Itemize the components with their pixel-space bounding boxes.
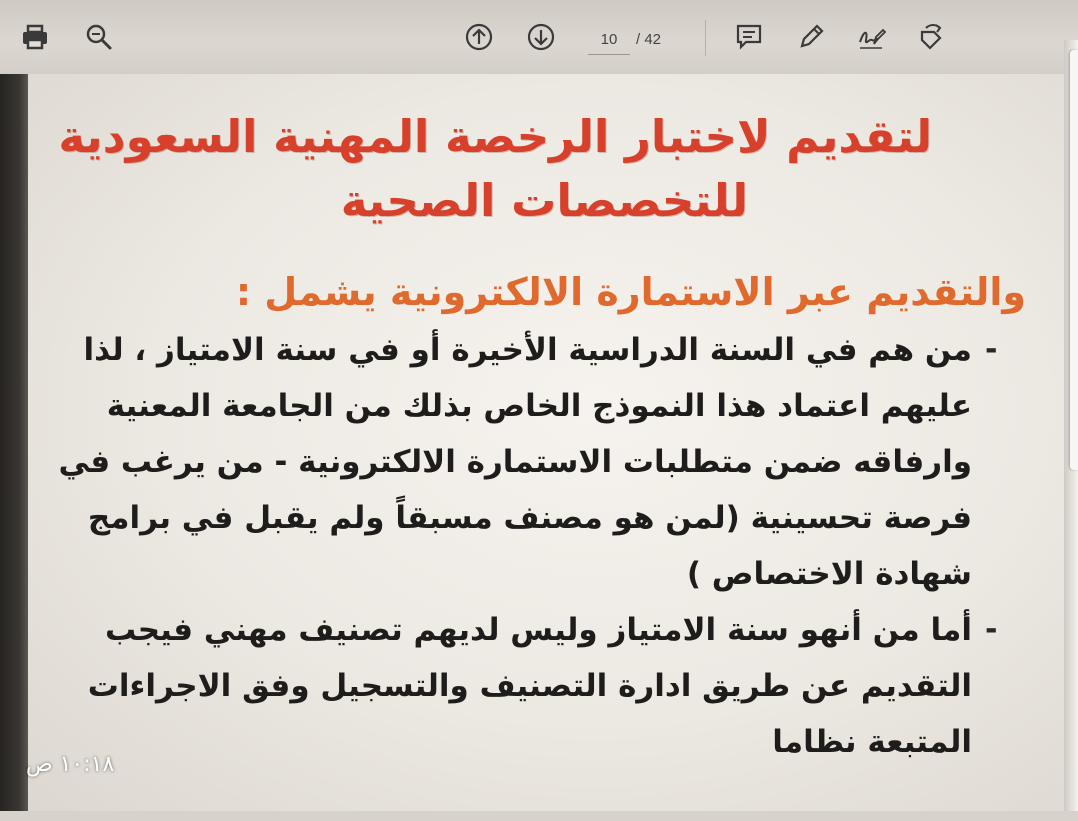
search-button[interactable]	[82, 20, 116, 54]
next-page-button[interactable]	[524, 20, 558, 54]
item-1-line-1: من هم في السنة الدراسية الأخيرة أو في سنة الامتياز ، لذا	[83, 332, 972, 368]
current-page-input[interactable]: 10	[588, 26, 630, 55]
item-2-line-1: أما من أنهو سنة الامتياز وليس لديهم تصنيف مهني فيجب	[104, 612, 972, 648]
pdf-page	[28, 74, 1064, 811]
pen-icon	[796, 22, 826, 52]
pdf-toolbar	[0, 0, 1078, 75]
screen-bezel-shadow	[0, 74, 28, 821]
item-1-line-2: عليهم اعتماد هذا النموذج الخاص بذلك من الجامعة المعنية	[106, 388, 972, 424]
magnify-icon	[84, 22, 114, 52]
timestamp-overlay: ١٠:١٨ ص	[26, 752, 115, 777]
rotate-icon	[916, 22, 946, 52]
draw-button[interactable]	[794, 20, 828, 54]
signature-button[interactable]	[854, 20, 888, 54]
item-2-line-2: التقديم عن طريق ادارة التصنيف والتسجيل وفق الاجراءات	[87, 668, 972, 704]
rotate-button[interactable]	[914, 20, 948, 54]
prev-page-button[interactable]	[462, 20, 496, 54]
item-1-line-4: فرصة تحسينية (لمن هو مصنف مسبقاً ولم يقبل في برامج	[87, 500, 972, 536]
slide-title-line-1: لتقديم لاختبار الرخصة المهنية السعودية	[58, 110, 932, 163]
slide-title-line-2: للتخصصات الصحية	[340, 174, 748, 227]
bullet-marker: -	[985, 332, 998, 367]
bullet-marker: -	[985, 612, 998, 647]
signature-icon	[856, 22, 886, 52]
side-panel-handle[interactable]	[1070, 50, 1078, 470]
arrow-down-circle-icon	[526, 22, 556, 52]
arrow-up-circle-icon	[464, 22, 494, 52]
slide-heading: والتقديم عبر الاستمارة الالكترونية يشمل :	[235, 270, 1026, 314]
total-pages: / 42	[636, 31, 662, 48]
item-1-line-5: شهادة الاختصاص )	[686, 556, 972, 592]
print-button[interactable]	[18, 20, 52, 54]
printer-icon	[20, 22, 50, 52]
item-2-line-3: المتبعة نظاما	[772, 724, 972, 760]
screen-bottom-edge	[0, 811, 1078, 821]
toolbar-divider	[705, 20, 706, 56]
item-1-line-3: وارفاقه ضمن متطلبات الاستمارة الالكترونية - من يرغب في	[58, 444, 972, 480]
comment-button[interactable]	[732, 20, 766, 54]
comment-icon	[734, 22, 764, 52]
